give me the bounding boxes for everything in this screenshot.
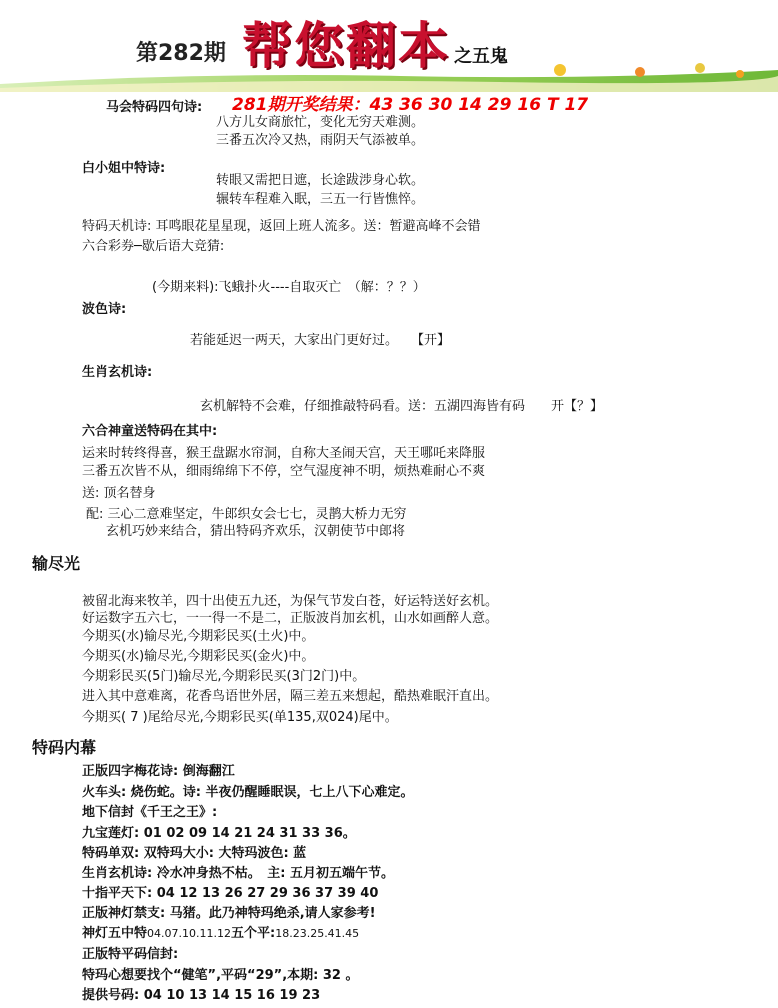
lose-section-title: 输尽光 xyxy=(32,554,81,573)
inside-line: 正版神灯禁支: 马猪。此乃神特玛绝杀,请人家参考! xyxy=(82,906,376,921)
inside-line: 火车头: 烧伤蛇。诗: 半夜仍醒睡眠误，七上八下心难定。 xyxy=(82,785,414,800)
inside-line: 特玛心想要找个“健笔”,平码“29”,本期: 32 。 xyxy=(82,968,359,983)
gift-line: 三番五次皆不从，细雨绵绵下不停，空气湿度神不明，烦热难耐心不爽 xyxy=(82,464,486,479)
horse-poem-label: 马会特码四句诗: xyxy=(106,100,203,115)
gift-label: 六合神童送特码在其中: xyxy=(82,424,218,439)
horse-poem-line: 三番五次冷又热，雨阴天气添被单。 xyxy=(216,133,425,148)
inside-line: 正版四字梅花诗: 倒海翻江 xyxy=(82,764,235,779)
lamp-line xyxy=(82,922,359,941)
gift-pair: 配: 三心二意难坚定，牛郎织女会七七，灵鹊大桥力无穷 xyxy=(86,507,407,522)
inside-line: 正版特平码信封: xyxy=(82,947,179,962)
lamp-label: 神灯五中特 xyxy=(82,926,148,941)
lose-line: 进入其中意难离，花香鸟语世外居，隔三差五来想起，酷热难眠汗直出。 xyxy=(82,689,499,704)
header-banner xyxy=(0,62,778,92)
riddle-text: (今期来料):飞蛾扑火----自取灭亡 （解：？？） xyxy=(152,280,426,295)
zodiac-poem-text: 玄机解特不会难，仔细推敲特码看。送：五湖四海皆有码 开【？】 xyxy=(200,399,604,414)
inside-line: 地下信封《千王之王》: xyxy=(82,805,218,820)
logo-subtitle: 之五鬼 xyxy=(454,46,508,67)
tianji-poem: 特码天机诗: 耳鸣眼花星星现，返回上班人流多。送：暂避高峰不会错 xyxy=(82,219,481,234)
miss-poem-line: 辗转车程难入眠，三五一行皆憔悴。 xyxy=(216,192,425,207)
flat-label: 五个平: xyxy=(231,926,276,941)
inside-line: 九宝莲灯: 01 02 09 14 21 24 31 33 36。 xyxy=(82,826,356,841)
zodiac-poem-label: 生肖玄机诗: xyxy=(82,365,153,380)
gift-pair: 玄机巧妙来结合，猜出特码齐欢乐，汉朝使节中郎将 xyxy=(106,524,406,539)
lose-line: 好运数字五六七，一一得一不是二，正版波肖加玄机，山水如画醉人意。 xyxy=(82,611,499,626)
inside-line: 提供号码: 04 10 13 14 15 16 19 23 xyxy=(82,988,321,1003)
wave-poem-label: 波色诗: xyxy=(82,302,127,317)
inside-section-title: 特码内幕 xyxy=(32,738,97,757)
issue-number: 第282期 xyxy=(136,41,226,66)
draw-result: 281期开奖结果：43 36 30 14 29 16 T 17 xyxy=(232,95,589,115)
lose-line: 今期买( 7 )尾给尽光,今期彩民买(单135,双024)尾中。 xyxy=(82,710,398,725)
horse-poem-line: 八方儿女商旅忙，变化无穷天难测。 xyxy=(216,115,425,130)
inside-line: 生肖玄机诗: 冷水冲身热不枯。 主: 五月初五端午节。 xyxy=(82,866,394,881)
gift-line: 运来时转终得喜，猴王盘踞水帘洞，自称大圣闹天宫，天王哪吒来降服 xyxy=(82,446,486,461)
lose-line: 今期彩民买(5门)输尽光,今期彩民买(3门2门)中。 xyxy=(82,669,366,684)
lose-line: 今期买(水)输尽光,今期彩民买(土火)中。 xyxy=(82,629,315,644)
lose-line: 被留北海来牧羊，四十出使五九还，为保气节发白苍，好运特送好玄机。 xyxy=(82,594,499,609)
site-logo: 帮您翻本 xyxy=(242,16,450,75)
riddle-heading: 六合彩券─歇后语大竞猜: xyxy=(82,239,225,254)
gift-send: 送: 顶名替身 xyxy=(82,486,156,501)
inside-line: 特码单双: 双特玛大小: 大特玛波色: 蓝 xyxy=(82,846,307,861)
inside-line: 十指平天下: 04 12 13 26 27 29 36 37 39 40 xyxy=(82,886,379,901)
wave-poem-text: 若能延迟一两天，大家出门更好过。 【开】 xyxy=(190,333,451,348)
miss-poem-line: 转眼又需把日遮，长途跋涉身心软。 xyxy=(216,173,425,188)
lose-line: 今期买(水)输尽光,今期彩民买(金火)中。 xyxy=(82,649,315,664)
lamp-numbers: 04.07.10.11.12 xyxy=(147,927,231,940)
flat-numbers: 18.23.25.41.45 xyxy=(275,927,360,940)
miss-poem-label: 白小姐中特诗: xyxy=(82,161,166,176)
